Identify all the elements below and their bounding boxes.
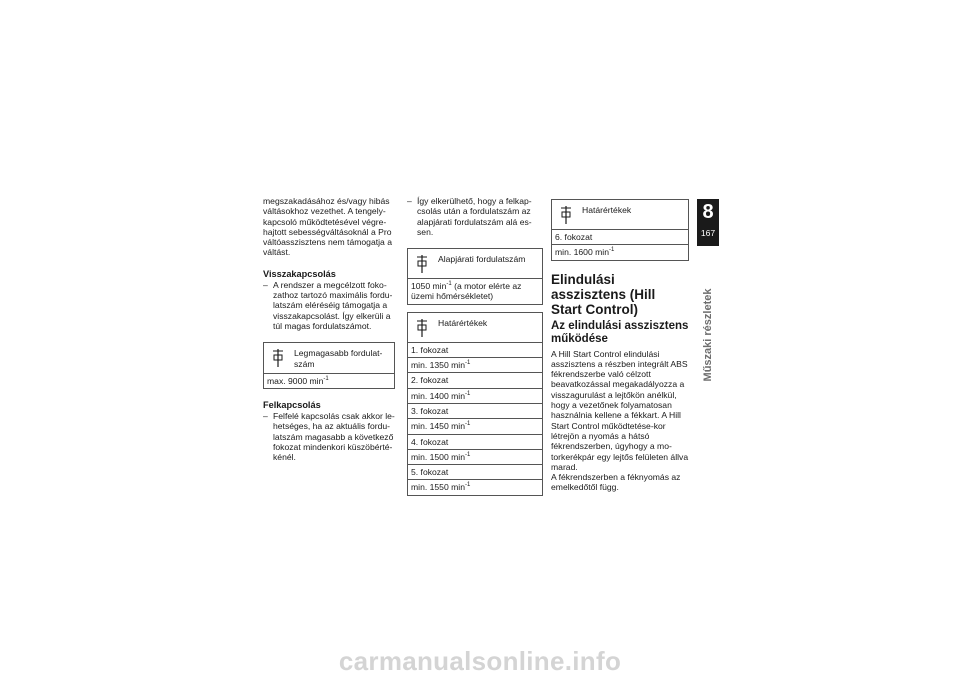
upshift-item: – Felfelé kapcsolás csak akkor le-hetséges, ha az aktuális fordu-latszám magasabb a következő fokozat mindenkori küszöbérté-kénél.	[263, 411, 395, 462]
gear-row: 5. fokozat	[408, 464, 542, 479]
unit-exponent: -1	[446, 281, 452, 288]
gear-row: 2. fokozat	[408, 372, 542, 387]
unit-exponent: -1	[608, 247, 615, 254]
section-title: Elindulási asszisztens (Hill Start Control)	[551, 271, 656, 317]
gear-value-row	[408, 388, 542, 403]
column-1	[263, 196, 395, 463]
idle-rpm-note: (a motor elérte az üzemi hőmérsékletet)	[411, 281, 522, 302]
max-rpm-value: max. 9000 min	[267, 375, 324, 386]
limit-value-icon	[416, 254, 428, 274]
limit-value-icon	[416, 318, 428, 338]
watermark: carmanualsonline.info	[338, 646, 622, 676]
gear-value-row	[408, 357, 542, 372]
page-number: 167	[700, 228, 716, 238]
gear-row: 1. fokozat	[408, 342, 542, 357]
idle-rpm-value-row	[408, 278, 542, 304]
gear-value: min. 1550 min	[411, 482, 465, 493]
intro-paragraph: megszakadásához és/vagy hibás váltásokhoz vezethet. A tengely-kapcsoló működtetésével végre-hajtott sebességváltásoknál a Pro váltóasszisztens nem támogatja a váltást.	[263, 196, 392, 258]
avoid-stall-item: – Így elkerülhető, hogy a felkap-csolás után a fordulatszám az alapjárati fordulatszám alá es-sen.	[407, 196, 543, 237]
section-subtitle: Az elindulási asszisztens működése	[551, 319, 689, 345]
gear6-limits-box-head	[552, 200, 688, 229]
unit-exponent: -1	[464, 482, 471, 489]
max-rpm-box	[263, 342, 395, 389]
unit-exponent: -1	[464, 452, 471, 458]
gear-row: 6. fokozat	[552, 229, 688, 244]
column-3	[551, 199, 689, 493]
gear-value-row	[408, 449, 542, 464]
downshift-heading: Visszakapcsolás	[263, 268, 336, 279]
gear-value: min. 1450 min	[411, 421, 465, 432]
gear-value: min. 1500 min	[411, 451, 465, 462]
gear-value-row	[552, 244, 688, 259]
gear-limits-box-head	[408, 313, 542, 342]
unit-exponent: -1	[464, 360, 471, 367]
max-rpm-label: Legmagasabb fordulat-szám	[294, 348, 383, 369]
max-rpm-value-row	[264, 373, 394, 388]
gear6-limits-label: Határértékek	[582, 205, 632, 215]
gear-row: 4. fokozat	[408, 434, 542, 449]
brake-pressure-paragraph: A fékrendszerben a féknyomás az emelkedőtől függ.	[551, 472, 681, 493]
gear-value: min. 1600 min	[555, 247, 609, 258]
gear6-limits-box	[551, 199, 689, 261]
limit-value-icon	[272, 348, 284, 368]
gear-row: 3. fokozat	[408, 403, 542, 418]
gear-limits-label: Határértékek	[438, 317, 488, 328]
section-sidebar	[697, 275, 719, 395]
idle-rpm-label: Alapjárati fordulatszám	[438, 254, 526, 265]
gear-limits-box	[407, 312, 543, 496]
gear-value: min. 1350 min	[411, 360, 465, 371]
column-2	[407, 196, 543, 496]
downshift-item: – A rendszer a megcélzott foko-zathoz tartozó maximális fordu-latszám eléréséig támogatja a visszakapcsolást. Így elkerüli a túl magas fordulatszámot.	[263, 280, 395, 331]
unit-exponent: -1	[464, 390, 471, 397]
unit-exponent: -1	[323, 376, 329, 382]
idle-rpm-value: 1050 min	[411, 281, 447, 292]
upshift-heading: Felkapcsolás	[263, 400, 321, 411]
gear-value-row	[408, 418, 542, 433]
idle-rpm-box	[407, 248, 543, 305]
chapter-number: 8	[702, 201, 714, 223]
unit-exponent: -1	[464, 421, 471, 428]
hill-start-paragraph: A Hill Start Control elindulási asszisztens a részben integrált ABS fékrendszerbe való célzott beavatkozással megakadályozza a visszagurulást a lejtőkön anélkül, hogy a vezetőnek folyamatosan használnia kellene a fékkart. A Hill Start Control működtetése-kor létrejön a nyomás a hátsó fékrendszerben, úgyhogy a mo-torkerékpár egy lejtős felületen állva marad.	[551, 348, 689, 472]
gear-value-row	[408, 479, 542, 494]
max-rpm-box-head	[264, 343, 394, 373]
idle-rpm-box-head	[408, 249, 542, 278]
limit-value-icon	[560, 205, 572, 225]
gear-value: min. 1400 min	[411, 390, 465, 401]
section-sidebar-label: Műszaki részletek	[702, 288, 714, 382]
